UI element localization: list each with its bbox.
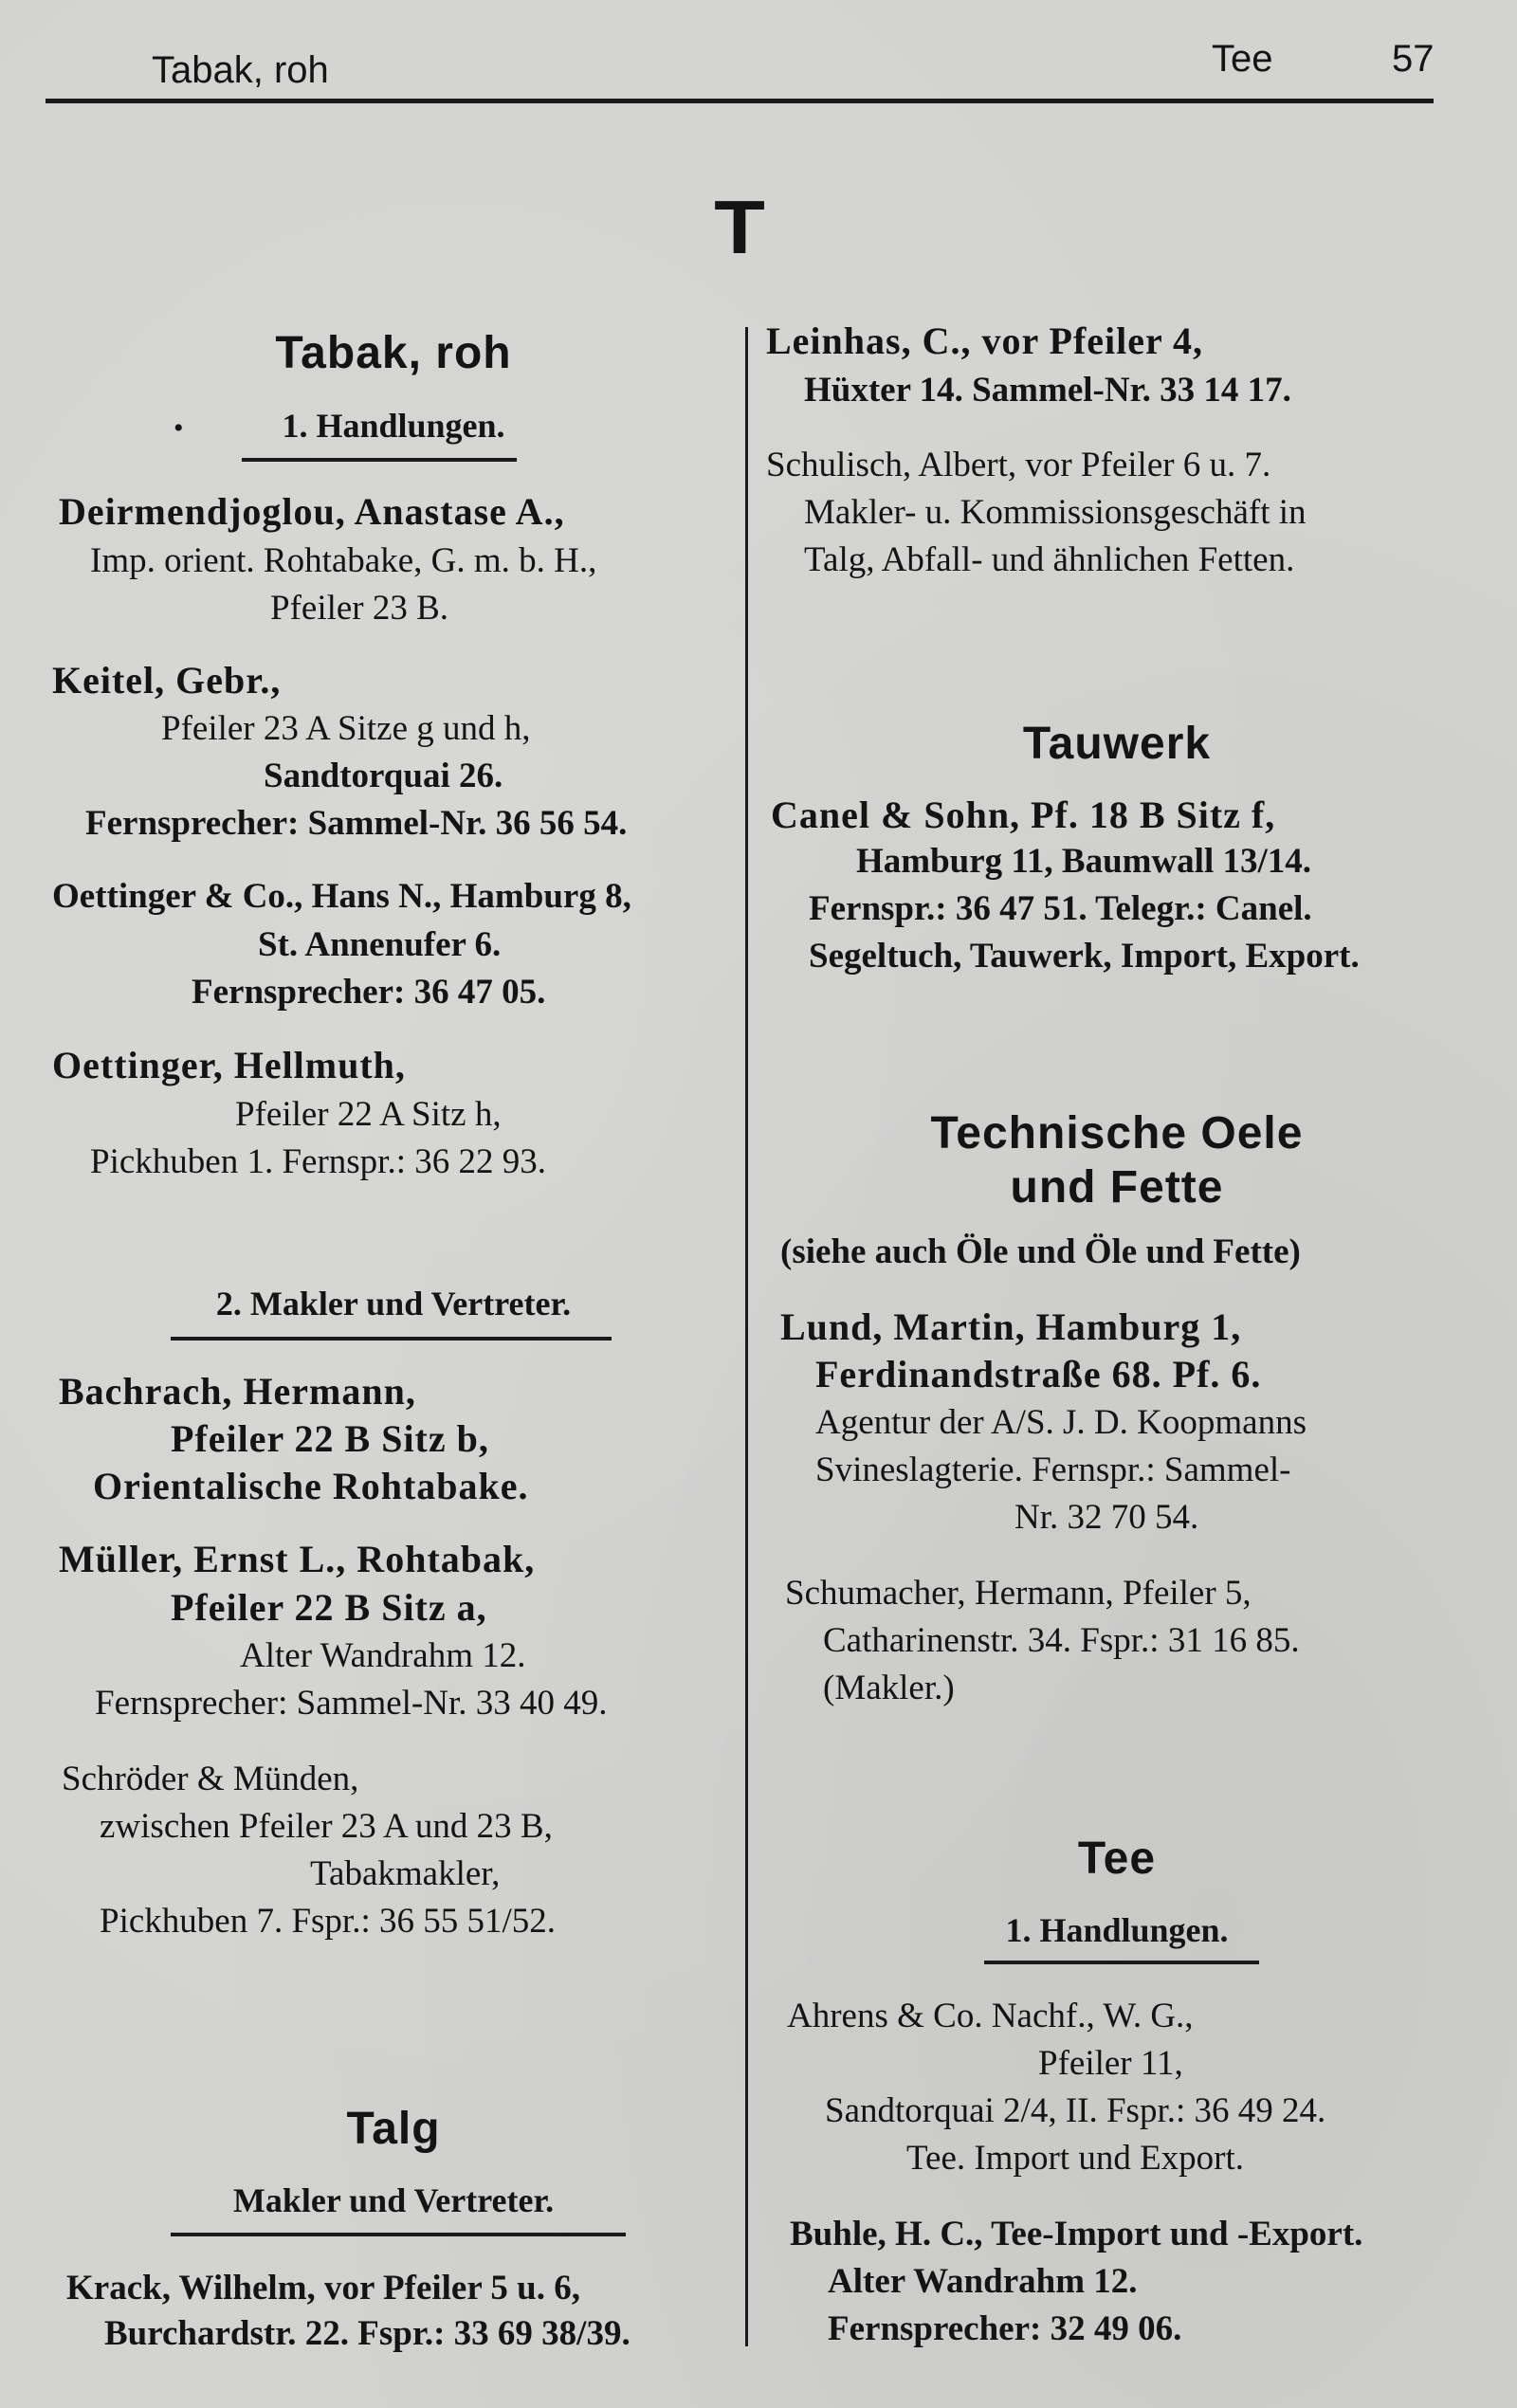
entry-line: Orientalische Rohtabake. (93, 1465, 529, 1507)
subheading-rule (242, 458, 517, 462)
entry-name: Schulisch, Albert, vor Pfeiler 6 u. 7. (766, 446, 1271, 484)
entry-line: zwischen Pfeiler 23 A und 23 B, (100, 1807, 553, 1846)
entry-name: Buhle, H. C., Tee-Import und -Export. (790, 2215, 1363, 2253)
bullet-mark: • (174, 412, 184, 444)
entry-name: Canel & Sohn, Pf. 18 B Sitz f, (771, 794, 1276, 836)
entry-line: Makler- u. Kommissionsgeschäft in (804, 493, 1307, 532)
section-title-tee: Tee (1077, 1833, 1157, 1884)
entry-name: Deirmendjoglou, Anastase A., (59, 490, 565, 533)
head-rule (46, 99, 1434, 103)
entry-name: Keitel, Gebr., (52, 659, 282, 702)
entry-line: Imp. orient. Rohtabake, G. m. b. H., (90, 541, 597, 580)
entry-line: Burchardstr. 22. Fspr.: 33 69 38/39. (104, 2314, 631, 2353)
running-head-left: Tabak, roh (152, 49, 329, 91)
section-title-tabak: Tabak, roh (275, 328, 512, 378)
section-title-tauwerk: Tauwerk (1022, 719, 1212, 769)
entry-line: Pfeiler 22 A Sitz h, (235, 1095, 502, 1134)
entry-name: Lund, Martin, Hamburg 1, (780, 1305, 1242, 1348)
entry-name: Schröder & Münden, (62, 1760, 359, 1798)
entry-name: Oettinger & Co., Hans N., Hamburg 8, (52, 877, 631, 916)
section-letter: T (714, 185, 765, 269)
entry-line: Pfeiler 11, (1038, 2044, 1183, 2083)
subheading-handlungen-tee: 1. Handlungen. (1005, 1911, 1229, 1949)
entry-line: (Makler.) (823, 1669, 955, 1707)
entry-name: Müller, Ernst L., Rohtabak, (59, 1538, 536, 1580)
subheading-makler: 2. Makler und Vertreter. (215, 1285, 572, 1323)
entry-line: Pfeiler 23 B. (270, 589, 449, 628)
entry-line: Ferdinandstraße 68. Pf. 6. (815, 1353, 1262, 1396)
section-title-technische: Technische Oele (930, 1108, 1304, 1158)
entry-name: Krack, Wilhelm, vor Pfeiler 5 u. 6, (66, 2269, 580, 2308)
entry-line: Catharinenstr. 34. Fspr.: 31 16 85. (823, 1621, 1300, 1660)
entry-line: Fernsprecher: 32 49 06. (828, 2309, 1182, 2348)
entry-line: Fernsprecher: Sammel-Nr. 36 56 54. (85, 804, 628, 843)
entry-line: Alter Wandrahm 12. (240, 1636, 526, 1675)
entry-line: Agentur der A/S. J. D. Koopmanns (815, 1403, 1307, 1442)
entry-line: Tee. Import und Export. (906, 2139, 1245, 2178)
section-title-talg: Talg (346, 2104, 441, 2154)
section-title-technische-2: und Fette (1010, 1162, 1224, 1213)
entry-name: Schumacher, Hermann, Pfeiler 5, (785, 1574, 1252, 1613)
subheading-makler-talg: Makler und Vertreter. (232, 2181, 555, 2219)
entry-line: Hamburg 11, Baumwall 13/14. (856, 842, 1312, 881)
page-number: 57 (1392, 38, 1435, 80)
entry-line: Pickhuben 1. Fernspr.: 36 22 93. (90, 1142, 546, 1181)
subheading-rule (171, 1337, 612, 1341)
subheading-rule (171, 2233, 626, 2236)
entry-line: Pfeiler 22 B Sitz b, (171, 1417, 489, 1460)
entry-line: Pfeiler 22 B Sitz a, (171, 1586, 487, 1629)
subheading-rule (984, 1961, 1259, 1964)
entry-line: Talg, Abfall- und ähnlichen Fetten. (804, 540, 1295, 579)
entry-line: Pfeiler 23 A Sitze g und h, (161, 709, 531, 748)
column-divider (745, 327, 748, 2346)
running-head-word: Tee (1212, 38, 1273, 80)
entry-line: Fernsprecher: Sammel-Nr. 33 40 49. (95, 1684, 608, 1723)
entry-line: Svineslagterie. Fernspr.: Sammel- (815, 1450, 1291, 1489)
entry-line: Hüxter 14. Sammel-Nr. 33 14 17. (804, 371, 1291, 410)
running-head (46, 38, 1434, 104)
subheading-handlungen: 1. Handlungen. (282, 407, 505, 445)
entry-name: Leinhas, C., vor Pfeiler 4, (766, 319, 1204, 362)
entry-line: Fernsprecher: 36 47 05. (192, 973, 546, 1012)
entry-line: Nr. 32 70 54. (1014, 1498, 1199, 1537)
cross-reference-note: (siehe auch Öle und Öle und Fette) (780, 1232, 1301, 1271)
entry-line: Sandtorquai 26. (264, 757, 503, 795)
entry-name: Bachrach, Hermann, (59, 1370, 416, 1413)
entry-line: St. Annenufer 6. (258, 925, 502, 964)
entry-line: Fernspr.: 36 47 51. Telegr.: Canel. (809, 889, 1312, 928)
entry-line: Tabakmakler, (310, 1854, 501, 1893)
entry-line: Alter Wandrahm 12. (828, 2262, 1138, 2301)
entry-name: Oettinger, Hellmuth, (52, 1044, 406, 1086)
entry-line: Segeltuch, Tauwerk, Import, Export. (809, 937, 1360, 976)
entry-line: Sandtorquai 2/4, II. Fspr.: 36 49 24. (825, 2091, 1326, 2130)
entry-line: Pickhuben 7. Fspr.: 36 55 51/52. (100, 1902, 557, 1941)
entry-name: Ahrens & Co. Nachf., W. G., (787, 1997, 1194, 2035)
